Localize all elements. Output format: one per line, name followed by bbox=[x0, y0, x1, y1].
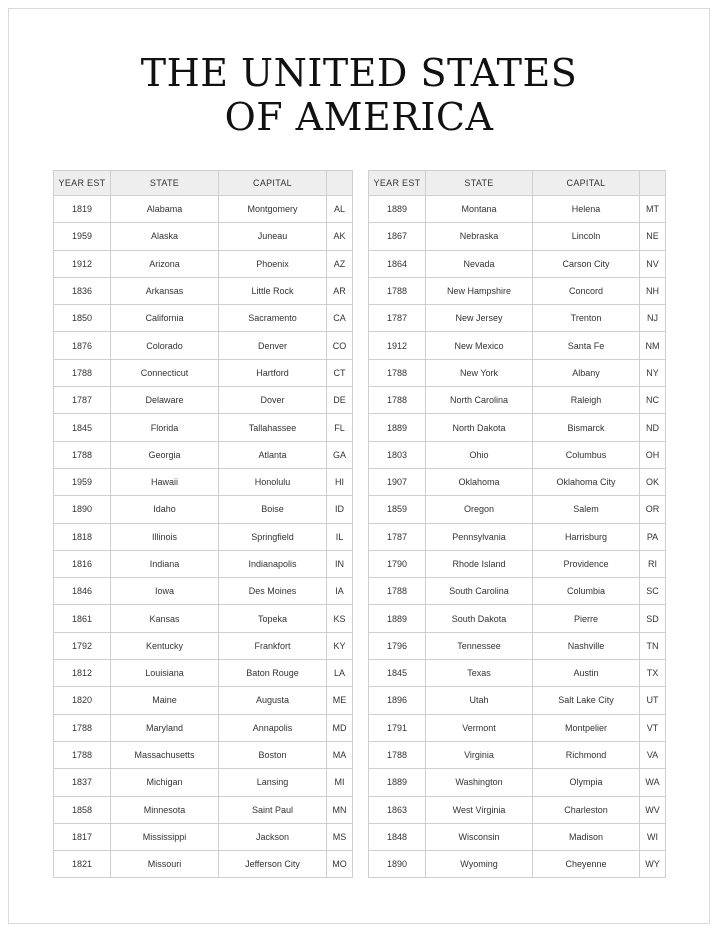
cell-state: Oklahoma bbox=[426, 468, 533, 495]
cell-capital: Des Moines bbox=[219, 578, 327, 605]
cell-abbreviation: IN bbox=[327, 550, 353, 577]
cell-abbreviation: AZ bbox=[327, 250, 353, 277]
cell-year-est: 1803 bbox=[369, 441, 426, 468]
table-header-row bbox=[369, 171, 666, 196]
cell-abbreviation: CT bbox=[327, 359, 353, 386]
table-row bbox=[369, 660, 666, 687]
cell-year-est: 1876 bbox=[54, 332, 111, 359]
cell-year-est: 1788 bbox=[54, 359, 111, 386]
cell-state: Idaho bbox=[111, 496, 219, 523]
cell-capital: Montpelier bbox=[533, 714, 640, 741]
cell-capital: Charleston bbox=[533, 796, 640, 823]
cell-state: Colorado bbox=[111, 332, 219, 359]
cell-capital: Atlanta bbox=[219, 441, 327, 468]
cell-state: Nebraska bbox=[426, 223, 533, 250]
cell-abbreviation: OK bbox=[640, 468, 666, 495]
cell-capital: Santa Fe bbox=[533, 332, 640, 359]
cell-abbreviation: FL bbox=[327, 414, 353, 441]
cell-capital: Raleigh bbox=[533, 387, 640, 414]
cell-abbreviation: MN bbox=[327, 796, 353, 823]
table-row bbox=[369, 441, 666, 468]
cell-abbreviation: MD bbox=[327, 714, 353, 741]
title-line-1: THE UNITED STATES bbox=[140, 51, 578, 95]
cell-state: Maine bbox=[111, 687, 219, 714]
cell-abbreviation: NE bbox=[640, 223, 666, 250]
cell-capital: Providence bbox=[533, 550, 640, 577]
cell-abbreviation: DE bbox=[327, 387, 353, 414]
cell-year-est: 1896 bbox=[369, 687, 426, 714]
cell-state: New York bbox=[426, 359, 533, 386]
cell-year-est: 1890 bbox=[369, 851, 426, 878]
cell-abbreviation: KY bbox=[327, 632, 353, 659]
cell-capital: Phoenix bbox=[219, 250, 327, 277]
cell-year-est: 1959 bbox=[54, 223, 111, 250]
cell-year-est: 1859 bbox=[369, 496, 426, 523]
cell-abbreviation: SC bbox=[640, 578, 666, 605]
cell-state: Nevada bbox=[426, 250, 533, 277]
cell-state: Alabama bbox=[111, 196, 219, 223]
cell-state: West Virginia bbox=[426, 796, 533, 823]
table-body-right bbox=[369, 196, 666, 878]
cell-abbreviation: VT bbox=[640, 714, 666, 741]
table-row bbox=[369, 496, 666, 523]
cell-state: Louisiana bbox=[111, 660, 219, 687]
cell-year-est: 1845 bbox=[369, 660, 426, 687]
table-row bbox=[369, 223, 666, 250]
cell-state: Kansas bbox=[111, 605, 219, 632]
cell-state: Oregon bbox=[426, 496, 533, 523]
table-row bbox=[369, 632, 666, 659]
table-row bbox=[54, 414, 353, 441]
table-row bbox=[369, 523, 666, 550]
header-capital: CAPITAL bbox=[533, 171, 640, 196]
cell-state: Virginia bbox=[426, 741, 533, 768]
cell-abbreviation: IA bbox=[327, 578, 353, 605]
cell-state: Wyoming bbox=[426, 851, 533, 878]
cell-state: Maryland bbox=[111, 714, 219, 741]
table-row bbox=[54, 632, 353, 659]
cell-abbreviation: MO bbox=[327, 851, 353, 878]
cell-capital: Madison bbox=[533, 823, 640, 850]
cell-capital: Augusta bbox=[219, 687, 327, 714]
cell-capital: Harrisburg bbox=[533, 523, 640, 550]
cell-capital: Oklahoma City bbox=[533, 468, 640, 495]
cell-abbreviation: UT bbox=[640, 687, 666, 714]
cell-year-est: 1912 bbox=[54, 250, 111, 277]
cell-year-est: 1791 bbox=[369, 714, 426, 741]
cell-capital: Juneau bbox=[219, 223, 327, 250]
cell-state: Texas bbox=[426, 660, 533, 687]
cell-year-est: 1848 bbox=[369, 823, 426, 850]
header-state: STATE bbox=[426, 171, 533, 196]
cell-state: Alaska bbox=[111, 223, 219, 250]
cell-capital: Boise bbox=[219, 496, 327, 523]
cell-year-est: 1837 bbox=[54, 769, 111, 796]
cell-abbreviation: IL bbox=[327, 523, 353, 550]
title-line-2: OF AMERICA bbox=[224, 95, 494, 139]
cell-capital: Honolulu bbox=[219, 468, 327, 495]
table-row bbox=[369, 741, 666, 768]
cell-abbreviation: ND bbox=[640, 414, 666, 441]
cell-capital: Boston bbox=[219, 741, 327, 768]
header-capital: CAPITAL bbox=[219, 171, 327, 196]
table-row bbox=[54, 250, 353, 277]
cell-abbreviation: OH bbox=[640, 441, 666, 468]
cell-year-est: 1816 bbox=[54, 550, 111, 577]
cell-state: Utah bbox=[426, 687, 533, 714]
header-year-est: YEAR EST bbox=[54, 171, 111, 196]
cell-capital: Lincoln bbox=[533, 223, 640, 250]
cell-state: Connecticut bbox=[111, 359, 219, 386]
table-row bbox=[54, 714, 353, 741]
cell-abbreviation: AK bbox=[327, 223, 353, 250]
table-row bbox=[54, 796, 353, 823]
table-row bbox=[369, 359, 666, 386]
cell-year-est: 1846 bbox=[54, 578, 111, 605]
cell-capital: Jefferson City bbox=[219, 851, 327, 878]
cell-capital: Albany bbox=[533, 359, 640, 386]
table-row bbox=[369, 468, 666, 495]
table-row bbox=[369, 387, 666, 414]
cell-abbreviation: LA bbox=[327, 660, 353, 687]
table-row bbox=[54, 660, 353, 687]
cell-state: Georgia bbox=[111, 441, 219, 468]
cell-state: California bbox=[111, 305, 219, 332]
cell-year-est: 1818 bbox=[54, 523, 111, 550]
cell-year-est: 1796 bbox=[369, 632, 426, 659]
table-row bbox=[54, 468, 353, 495]
cell-state: New Hampshire bbox=[426, 277, 533, 304]
cell-capital: Denver bbox=[219, 332, 327, 359]
cell-year-est: 1790 bbox=[369, 550, 426, 577]
table-row bbox=[369, 578, 666, 605]
cell-capital: Baton Rouge bbox=[219, 660, 327, 687]
cell-abbreviation: VA bbox=[640, 741, 666, 768]
cell-capital: Salt Lake City bbox=[533, 687, 640, 714]
cell-state: Tennessee bbox=[426, 632, 533, 659]
cell-abbreviation: MT bbox=[640, 196, 666, 223]
cell-capital: Montgomery bbox=[219, 196, 327, 223]
header-state: STATE bbox=[111, 171, 219, 196]
cell-year-est: 1850 bbox=[54, 305, 111, 332]
cell-state: Mississippi bbox=[111, 823, 219, 850]
cell-year-est: 1788 bbox=[369, 387, 426, 414]
cell-abbreviation: NV bbox=[640, 250, 666, 277]
cell-state: Iowa bbox=[111, 578, 219, 605]
table-row bbox=[54, 769, 353, 796]
table-row bbox=[369, 305, 666, 332]
cell-year-est: 1788 bbox=[369, 578, 426, 605]
cell-capital: Annapolis bbox=[219, 714, 327, 741]
table-row bbox=[369, 823, 666, 850]
cell-year-est: 1861 bbox=[54, 605, 111, 632]
cell-abbreviation: WA bbox=[640, 769, 666, 796]
cell-state: Pennsylvania bbox=[426, 523, 533, 550]
cell-capital: Cheyenne bbox=[533, 851, 640, 878]
table-row bbox=[54, 605, 353, 632]
cell-abbreviation: ME bbox=[327, 687, 353, 714]
header-year-est: YEAR EST bbox=[369, 171, 426, 196]
table-row bbox=[54, 387, 353, 414]
cell-year-est: 1890 bbox=[54, 496, 111, 523]
cell-state: Hawaii bbox=[111, 468, 219, 495]
cell-state: Massachusetts bbox=[111, 741, 219, 768]
table-row bbox=[369, 550, 666, 577]
cell-capital: Springfield bbox=[219, 523, 327, 550]
cell-abbreviation: NJ bbox=[640, 305, 666, 332]
cell-year-est: 1959 bbox=[54, 468, 111, 495]
cell-year-est: 1889 bbox=[369, 605, 426, 632]
cell-capital: Concord bbox=[533, 277, 640, 304]
cell-year-est: 1889 bbox=[369, 414, 426, 441]
cell-abbreviation: AR bbox=[327, 277, 353, 304]
cell-year-est: 1845 bbox=[54, 414, 111, 441]
table-row bbox=[369, 277, 666, 304]
cell-year-est: 1792 bbox=[54, 632, 111, 659]
cell-abbreviation: TX bbox=[640, 660, 666, 687]
cell-year-est: 1819 bbox=[54, 196, 111, 223]
cell-capital: Little Rock bbox=[219, 277, 327, 304]
cell-year-est: 1787 bbox=[369, 523, 426, 550]
cell-state: Wisconsin bbox=[426, 823, 533, 850]
table-row bbox=[54, 223, 353, 250]
table-row bbox=[54, 496, 353, 523]
states-table-right bbox=[368, 170, 666, 878]
cell-year-est: 1889 bbox=[369, 196, 426, 223]
cell-capital: Richmond bbox=[533, 741, 640, 768]
cell-abbreviation: NM bbox=[640, 332, 666, 359]
cell-year-est: 1820 bbox=[54, 687, 111, 714]
cell-capital: Tallahassee bbox=[219, 414, 327, 441]
table-row bbox=[54, 687, 353, 714]
cell-capital: Nashville bbox=[533, 632, 640, 659]
table-row bbox=[369, 196, 666, 223]
cell-state: Montana bbox=[426, 196, 533, 223]
table-row bbox=[369, 605, 666, 632]
cell-abbreviation: MS bbox=[327, 823, 353, 850]
cell-year-est: 1787 bbox=[54, 387, 111, 414]
cell-capital: Austin bbox=[533, 660, 640, 687]
cell-year-est: 1821 bbox=[54, 851, 111, 878]
table-row bbox=[54, 741, 353, 768]
cell-capital: Trenton bbox=[533, 305, 640, 332]
cell-abbreviation: TN bbox=[640, 632, 666, 659]
cell-abbreviation: WI bbox=[640, 823, 666, 850]
states-table-left bbox=[53, 170, 353, 878]
cell-year-est: 1863 bbox=[369, 796, 426, 823]
cell-capital: Topeka bbox=[219, 605, 327, 632]
cell-state: Kentucky bbox=[111, 632, 219, 659]
cell-capital: Lansing bbox=[219, 769, 327, 796]
table-row bbox=[54, 523, 353, 550]
cell-state: Arkansas bbox=[111, 277, 219, 304]
cell-abbreviation: ID bbox=[327, 496, 353, 523]
cell-year-est: 1812 bbox=[54, 660, 111, 687]
cell-year-est: 1912 bbox=[369, 332, 426, 359]
cell-abbreviation: MI bbox=[327, 769, 353, 796]
table-header-row bbox=[54, 171, 353, 196]
cell-abbreviation: NY bbox=[640, 359, 666, 386]
table-row bbox=[54, 196, 353, 223]
cell-abbreviation: SD bbox=[640, 605, 666, 632]
cell-state: Washington bbox=[426, 769, 533, 796]
cell-abbreviation: CO bbox=[327, 332, 353, 359]
cell-capital: Olympia bbox=[533, 769, 640, 796]
cell-year-est: 1836 bbox=[54, 277, 111, 304]
cell-capital: Saint Paul bbox=[219, 796, 327, 823]
table-row bbox=[369, 796, 666, 823]
cell-state: Ohio bbox=[426, 441, 533, 468]
cell-state: Minnesota bbox=[111, 796, 219, 823]
table-row bbox=[369, 769, 666, 796]
cell-capital: Hartford bbox=[219, 359, 327, 386]
cell-abbreviation: WV bbox=[640, 796, 666, 823]
header-abbreviation bbox=[640, 171, 666, 196]
cell-state: South Dakota bbox=[426, 605, 533, 632]
table-row bbox=[54, 550, 353, 577]
cell-state: New Mexico bbox=[426, 332, 533, 359]
table-row bbox=[54, 305, 353, 332]
cell-state: Rhode Island bbox=[426, 550, 533, 577]
cell-capital: Columbus bbox=[533, 441, 640, 468]
cell-year-est: 1867 bbox=[369, 223, 426, 250]
cell-state: Florida bbox=[111, 414, 219, 441]
cell-state: Missouri bbox=[111, 851, 219, 878]
cell-year-est: 1788 bbox=[54, 714, 111, 741]
table-body-left bbox=[54, 196, 353, 878]
cell-abbreviation: KS bbox=[327, 605, 353, 632]
table-row bbox=[54, 578, 353, 605]
cell-state: Vermont bbox=[426, 714, 533, 741]
cell-year-est: 1788 bbox=[369, 741, 426, 768]
table-row bbox=[54, 359, 353, 386]
table-row bbox=[369, 332, 666, 359]
cell-abbreviation: HI bbox=[327, 468, 353, 495]
cell-year-est: 1788 bbox=[54, 741, 111, 768]
cell-year-est: 1817 bbox=[54, 823, 111, 850]
cell-year-est: 1864 bbox=[369, 250, 426, 277]
cell-year-est: 1788 bbox=[54, 441, 111, 468]
cell-year-est: 1858 bbox=[54, 796, 111, 823]
cell-abbreviation: AL bbox=[327, 196, 353, 223]
cell-year-est: 1787 bbox=[369, 305, 426, 332]
cell-state: Arizona bbox=[111, 250, 219, 277]
cell-capital: Indianapolis bbox=[219, 550, 327, 577]
cell-state: Illinois bbox=[111, 523, 219, 550]
cell-capital: Bismarck bbox=[533, 414, 640, 441]
table-row bbox=[54, 441, 353, 468]
table-row bbox=[54, 332, 353, 359]
cell-abbreviation: CA bbox=[327, 305, 353, 332]
cell-abbreviation: NC bbox=[640, 387, 666, 414]
cell-abbreviation: RI bbox=[640, 550, 666, 577]
cell-year-est: 1907 bbox=[369, 468, 426, 495]
cell-capital: Sacramento bbox=[219, 305, 327, 332]
cell-state: South Carolina bbox=[426, 578, 533, 605]
table-row bbox=[369, 687, 666, 714]
cell-state: North Dakota bbox=[426, 414, 533, 441]
cell-capital: Carson City bbox=[533, 250, 640, 277]
table-row bbox=[369, 714, 666, 741]
table-row bbox=[369, 851, 666, 878]
cell-abbreviation: WY bbox=[640, 851, 666, 878]
cell-state: Delaware bbox=[111, 387, 219, 414]
cell-abbreviation: NH bbox=[640, 277, 666, 304]
cell-year-est: 1788 bbox=[369, 277, 426, 304]
cell-abbreviation: MA bbox=[327, 741, 353, 768]
cell-capital: Columbia bbox=[533, 578, 640, 605]
cell-state: New Jersey bbox=[426, 305, 533, 332]
cell-abbreviation: GA bbox=[327, 441, 353, 468]
cell-abbreviation: PA bbox=[640, 523, 666, 550]
page-title bbox=[9, 51, 709, 139]
table-row bbox=[54, 851, 353, 878]
cell-year-est: 1889 bbox=[369, 769, 426, 796]
table-row bbox=[369, 414, 666, 441]
cell-abbreviation: OR bbox=[640, 496, 666, 523]
table-row bbox=[369, 250, 666, 277]
cell-capital: Helena bbox=[533, 196, 640, 223]
table-row bbox=[54, 277, 353, 304]
cell-state: Indiana bbox=[111, 550, 219, 577]
cell-year-est: 1788 bbox=[369, 359, 426, 386]
header-abbreviation bbox=[327, 171, 353, 196]
table-row bbox=[54, 823, 353, 850]
cell-capital: Dover bbox=[219, 387, 327, 414]
cell-capital: Salem bbox=[533, 496, 640, 523]
cell-capital: Pierre bbox=[533, 605, 640, 632]
cell-state: North Carolina bbox=[426, 387, 533, 414]
cell-capital: Frankfort bbox=[219, 632, 327, 659]
cell-capital: Jackson bbox=[219, 823, 327, 850]
cell-state: Michigan bbox=[111, 769, 219, 796]
